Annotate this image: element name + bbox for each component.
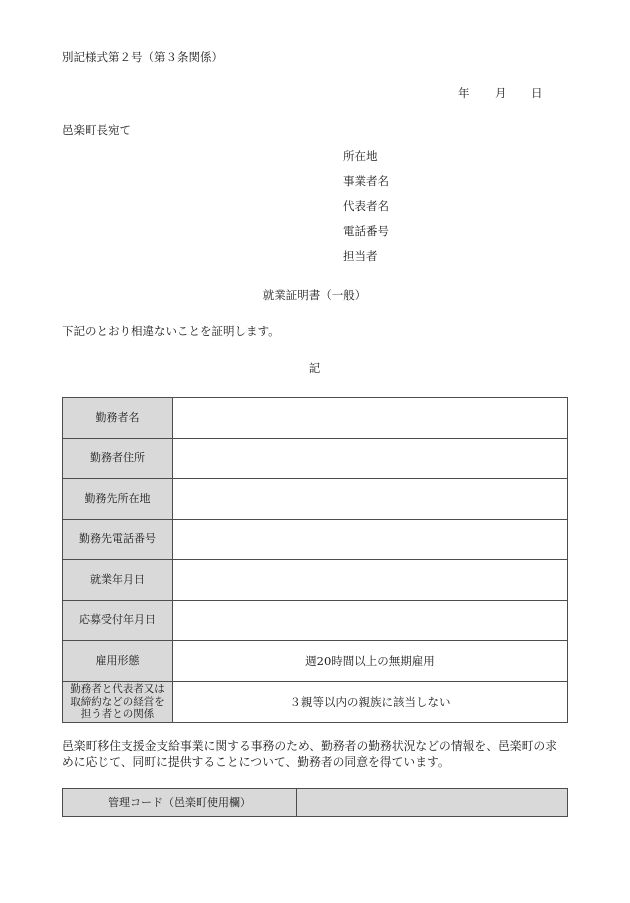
row-label-workplace-address: 勤務先所在地	[63, 479, 173, 520]
ki-heading: 記	[308, 361, 321, 375]
issuer-representative-label: 代表者名	[343, 199, 389, 213]
row-value-employment-date	[173, 560, 567, 601]
issuer-block	[343, 149, 389, 274]
relationship-label-line: 担う者との関係	[80, 708, 155, 720]
row-label-employment-type: 雇用形態	[63, 641, 173, 682]
row-label-worker-name: 勤務者名	[63, 398, 173, 439]
relationship-label-line: 勤務者と代表者又は	[70, 683, 165, 695]
row-label-employment-date: 就業年月日	[63, 560, 173, 601]
management-code-label: 管理コード（邑楽町使用欄）	[63, 789, 297, 816]
consent-paragraph: 邑楽町移住支援金支給事業に関する事務のため、勤務者の勤務状況などの情報を、邑楽町の求めに応じて、同町に提供することについて、勤務者の同意を得ています。	[62, 739, 557, 769]
row-label-workplace-phone: 勤務先電話番号	[63, 520, 173, 561]
document-title: 就業証明書（一般）	[262, 288, 367, 302]
date-year-label: 年	[458, 86, 470, 100]
management-code-value	[297, 789, 567, 816]
row-value-application-date	[173, 601, 567, 642]
management-code-table	[62, 788, 568, 817]
certification-statement: 下記のとおり相違ないことを証明します。	[62, 324, 280, 338]
date-month-label: 月	[495, 86, 507, 100]
row-value-workplace-phone	[173, 520, 567, 561]
row-value-workplace-address	[173, 479, 567, 520]
row-label-worker-address: 勤務者住所	[63, 439, 173, 480]
row-label-application-date: 応募受付年月日	[63, 601, 173, 642]
form-number: 別記様式第２号（第３条関係）	[62, 50, 223, 64]
addressee: 邑楽町長宛て	[62, 123, 131, 137]
row-value-worker-name	[173, 398, 567, 439]
issuer-company-label: 事業者名	[343, 174, 389, 188]
issuer-contact-person-label: 担当者	[343, 249, 378, 263]
certificate-table	[62, 397, 568, 723]
row-value-worker-address	[173, 439, 567, 480]
issuer-address-label: 所在地	[343, 149, 378, 163]
date-day-label: 日	[531, 86, 543, 100]
relationship-label-lines	[70, 683, 165, 721]
row-value-relationship: ３親等以内の親族に該当しない	[289, 694, 451, 709]
row-value-employment-type: 週20時間以上の無期雇用	[173, 641, 567, 682]
issuer-phone-label: 電話番号	[343, 224, 389, 238]
relationship-label-line: 取締約などの経営を	[70, 695, 165, 708]
row-label-relationship	[63, 682, 173, 723]
